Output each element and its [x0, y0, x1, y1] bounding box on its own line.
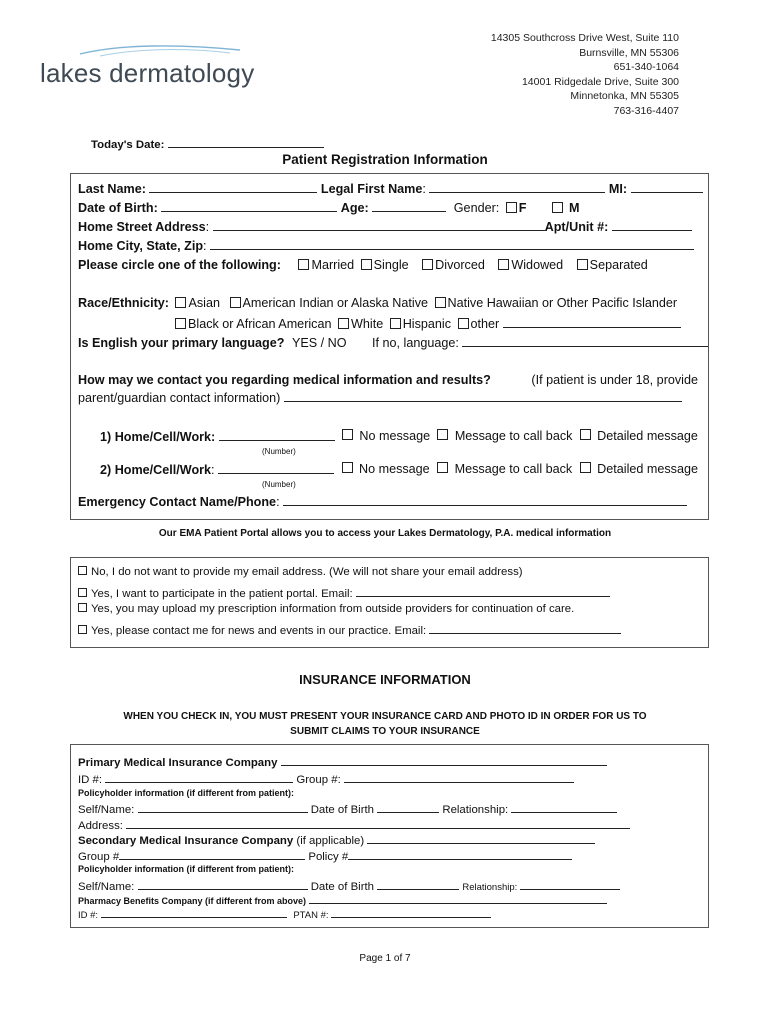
divorced-checkbox[interactable] [422, 259, 433, 270]
mi-label: MI: [608, 182, 628, 196]
pharmacy-row [78, 894, 607, 906]
english-question: Is English your primary language? [78, 336, 285, 350]
portal-email-field[interactable] [356, 585, 610, 597]
address-line: 763-316-4407 [613, 104, 679, 117]
last-name-label: Last Name: [78, 182, 146, 196]
contact-question-note: (If patient is under 18, provide [531, 373, 698, 387]
other-race-checkbox[interactable] [458, 318, 469, 329]
phone1-detailed-label: Detailed message [597, 429, 698, 443]
street-field[interactable] [213, 219, 545, 231]
gender-m-checkbox[interactable] [552, 202, 563, 213]
apt-label: Apt/Unit #: [544, 220, 609, 234]
self-name-label: Self/Name: [78, 804, 135, 816]
number-hint: (Number) [262, 447, 296, 456]
address-row [78, 817, 630, 832]
marital-row [78, 258, 648, 272]
secondary-insurance-field[interactable] [367, 832, 595, 844]
ptan-field[interactable] [331, 908, 491, 918]
id2-label: ID #: [78, 910, 99, 921]
street-row [78, 219, 692, 234]
language-field[interactable] [462, 335, 708, 347]
logo: lakes dermatology [40, 58, 255, 88]
if-no-language-label: If no, language: [372, 336, 459, 350]
email-option-label: Yes, you may upload my prescription information from outside providers for continuation of care. [91, 603, 575, 615]
page-footer: Page 1 of 7 [359, 953, 411, 964]
black-checkbox[interactable] [175, 318, 186, 329]
other-race-field[interactable] [503, 316, 681, 328]
phone1-call-back-checkbox[interactable] [437, 429, 448, 440]
pacific-islander-checkbox[interactable] [435, 297, 446, 308]
ptan-label: PTAN #: [293, 910, 329, 921]
colon: : [203, 239, 207, 253]
phone2-detailed-label: Detailed message [597, 462, 698, 476]
american-indian-checkbox[interactable] [230, 297, 241, 308]
phone1-no-message-label: No message [359, 429, 431, 443]
phone1-label: 1) Home/Cell/Work: [100, 430, 216, 444]
portal-note: Our EMA Patient Portal allows you to access your Lakes Dermatology, P.A. medical information [158, 528, 612, 539]
first-name-label: Legal First Name [320, 182, 423, 196]
contact-question [78, 373, 698, 405]
group2-field[interactable] [119, 848, 305, 860]
policyholder-label: Policyholder information (if different from patient): [78, 788, 294, 798]
phone-row-1 [100, 429, 698, 444]
dob-row [78, 200, 579, 215]
gender-label: Gender: [453, 201, 500, 215]
married-label: Married [311, 258, 355, 272]
phone2-no-message-checkbox[interactable] [342, 462, 353, 473]
phone2-call-back-checkbox[interactable] [437, 462, 448, 473]
white-label: White [351, 317, 384, 331]
self-name2-field[interactable] [138, 878, 308, 890]
insurance-note-line2: SUBMIT CLAIMS TO YOUR INSURANCE [290, 726, 480, 737]
address-line: 651-340-1064 [613, 61, 679, 74]
phone-row-2 [100, 462, 698, 477]
hispanic-label: Hispanic [402, 317, 451, 331]
city-field[interactable] [210, 238, 694, 250]
page-title: Patient Registration Information [282, 152, 488, 167]
city-label: Home City, State, Zip [78, 239, 204, 253]
secondary-insurance-row [78, 832, 595, 847]
todays-date-field[interactable] [168, 136, 324, 148]
divorced-label: Divorced [435, 258, 485, 272]
emergency-label: Emergency Contact Name/Phone [78, 495, 277, 509]
separated-checkbox[interactable] [577, 259, 588, 270]
policy-field[interactable] [348, 848, 572, 860]
emergency-field[interactable] [283, 494, 687, 506]
id-group-row [78, 771, 574, 786]
email-option [78, 585, 610, 600]
guardian-contact-field[interactable] [284, 390, 682, 402]
email-option [78, 603, 574, 615]
first-name-field[interactable] [429, 181, 605, 193]
todays-date-label: Today's Date: [91, 139, 165, 151]
dob-label: Date of Birth: [78, 201, 158, 215]
insurance-title: INSURANCE INFORMATION [299, 672, 471, 687]
pharmacy-field[interactable] [309, 894, 607, 904]
age-field[interactable] [372, 200, 446, 212]
american-indian-label: American Indian or Alaska Native [242, 296, 428, 310]
phone1-field[interactable] [219, 429, 335, 441]
primary-insurance-label: Primary Medical Insurance Company [78, 757, 278, 769]
asian-checkbox[interactable] [175, 297, 186, 308]
relationship2-label: Relationship: [462, 882, 518, 893]
email-option [78, 566, 523, 578]
race-label: Race/Ethnicity: [78, 296, 169, 310]
colon: : [211, 463, 215, 477]
single-checkbox[interactable] [361, 259, 372, 270]
dob-field[interactable] [377, 801, 439, 813]
last-name-field[interactable] [149, 181, 317, 193]
email-option-label: No, I do not want to provide my email address. (We will not share your email address) [91, 566, 523, 578]
phone1-call-back-label: Message to call back [454, 429, 573, 443]
widowed-checkbox[interactable] [498, 259, 509, 270]
contact-question-line2: parent/guardian contact information) [78, 391, 281, 405]
dob2-label: Date of Birth [310, 881, 374, 893]
relationship2-field[interactable] [520, 878, 620, 890]
race-row-1 [78, 296, 677, 310]
self-name2-label: Self/Name: [78, 881, 135, 893]
email-option-checkbox[interactable] [78, 625, 87, 634]
colon: : [276, 495, 280, 509]
gender-f-checkbox[interactable] [506, 202, 517, 213]
address-label: Address: [78, 820, 123, 832]
group-label: Group #: [296, 774, 341, 786]
widowed-label: Widowed [511, 258, 564, 272]
relationship-label: Relationship: [442, 804, 509, 816]
self-name-field[interactable] [138, 801, 308, 813]
gender-m-label: M [568, 201, 580, 215]
yes-no-choice[interactable]: YES / NO [291, 336, 347, 350]
email-option-label: Yes, please contact me for news and events in our practice. Email: [91, 625, 427, 637]
address-line: Minnetonka, MN 55305 [570, 90, 679, 103]
pharmacy-label: Pharmacy Benefits Company (if different from above) [78, 896, 307, 906]
race-row-2 [172, 316, 681, 331]
white-checkbox[interactable] [338, 318, 349, 329]
name-row [78, 181, 703, 196]
id-label: ID #: [78, 774, 103, 786]
hispanic-checkbox[interactable] [390, 318, 401, 329]
dob2-field[interactable] [377, 878, 459, 890]
dob-label: Date of Birth [310, 804, 374, 816]
address-line: Burnsville, MN 55306 [579, 46, 679, 59]
primary-insurance-field[interactable] [281, 754, 607, 766]
secondary-insurance-label: Secondary Medical Insurance Company [78, 835, 294, 847]
news-email-field[interactable] [429, 622, 621, 634]
address-line: 14001 Ridgedale Drive, Suite 300 [521, 75, 679, 88]
gender-f-label: F [518, 201, 527, 215]
pacific-islander-label: Native Hawaiian or Other Pacific Islander [447, 296, 678, 310]
colon: : [422, 182, 426, 196]
primary-insurance-row [78, 754, 607, 769]
clinic-address [491, 31, 679, 119]
policy-label: Policy # [308, 851, 349, 863]
group-policy-row [78, 848, 572, 863]
dob-field[interactable] [161, 200, 337, 212]
email-option-checkbox[interactable] [78, 566, 87, 575]
id-field[interactable] [105, 771, 293, 783]
separated-label: Separated [589, 258, 648, 272]
other-race-label: other [470, 317, 500, 331]
street-label: Home Street Address [78, 220, 206, 234]
english-row [78, 335, 708, 350]
age-label: Age: [340, 201, 369, 215]
id2-field[interactable] [101, 908, 287, 918]
email-option [78, 622, 621, 637]
self-name2-row [78, 878, 620, 893]
emergency-row [78, 494, 687, 509]
phone2-call-back-label: Message to call back [454, 462, 573, 476]
phone1-detailed-checkbox[interactable] [580, 429, 591, 440]
if-applicable-label: (if applicable) [296, 835, 365, 847]
email-option-checkbox[interactable] [78, 588, 87, 597]
address-line: 14305 Southcross Drive West, Suite 110 [490, 32, 679, 44]
todays-date-row [91, 136, 324, 151]
marital-label: Please circle one of the following: [78, 258, 281, 272]
city-row [78, 238, 694, 253]
email-option-label: Yes, I want to participate in the patient portal. Email: [91, 588, 353, 600]
phone2-label: 2) Home/Cell/Work [100, 463, 212, 477]
group-field[interactable] [344, 771, 574, 783]
black-label: Black or African American [188, 317, 332, 331]
phone2-detailed-checkbox[interactable] [580, 462, 591, 473]
relationship-field[interactable] [511, 801, 617, 813]
phone2-field[interactable] [218, 462, 334, 474]
phone1-no-message-checkbox[interactable] [342, 429, 353, 440]
married-checkbox[interactable] [298, 259, 309, 270]
group2-label: Group # [78, 851, 120, 863]
colon: : [205, 220, 210, 234]
email-option-checkbox[interactable] [78, 603, 87, 612]
policyholder2-label: Policyholder information (if different from patient): [78, 864, 294, 874]
apt-field[interactable] [612, 219, 692, 231]
number-hint: (Number) [262, 480, 296, 489]
mi-field[interactable] [631, 181, 703, 193]
address-field[interactable] [126, 817, 630, 829]
phone2-no-message-label: No message [358, 462, 430, 476]
insurance-note-line1: WHEN YOU CHECK IN, YOU MUST PRESENT YOUR INSURANCE CARD AND PHOTO ID IN ORDER FOR US TO [123, 711, 647, 722]
single-label: Single [373, 258, 409, 272]
contact-question-bold: How may we contact you regarding medical information and results? [78, 373, 491, 387]
self-name-row [78, 801, 617, 816]
id2-row [78, 908, 491, 921]
asian-label: Asian [188, 296, 220, 310]
